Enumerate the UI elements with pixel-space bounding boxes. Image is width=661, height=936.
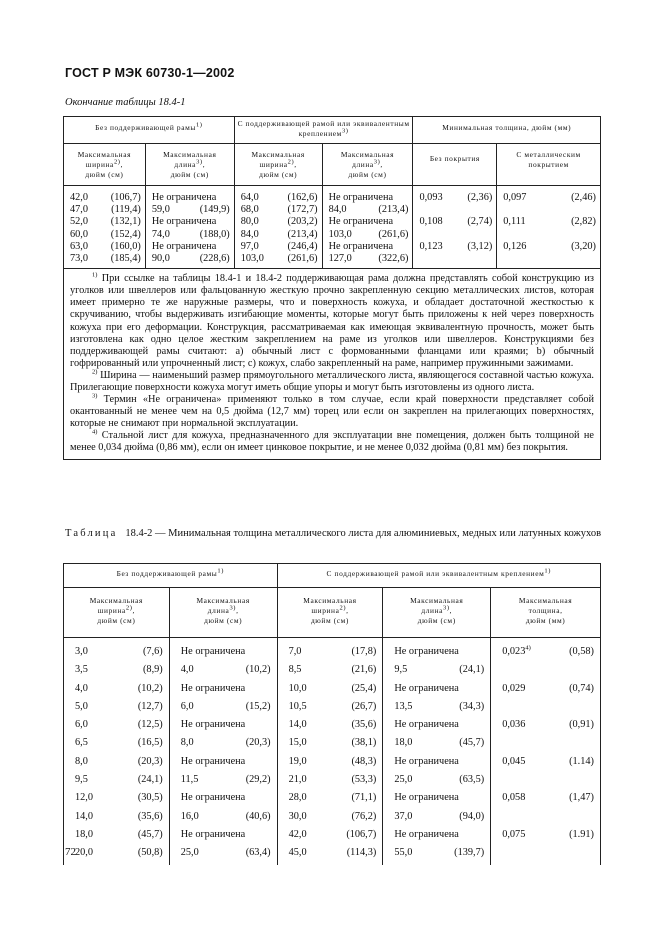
table-cell — [181, 661, 271, 679]
cell-value: 37,0 — [394, 810, 413, 822]
table-cell — [181, 808, 271, 826]
cell-metric-value: (160,0) — [110, 240, 141, 252]
cell-value: 90,0 — [151, 252, 170, 264]
cell-metric-value: (139,7) — [454, 847, 485, 859]
cell-value: 15,0 — [288, 737, 307, 749]
table-cell — [241, 229, 318, 241]
cell-value: 3,0 — [75, 646, 88, 657]
table-cell — [70, 204, 141, 216]
cell-value: 6,5 — [75, 737, 88, 749]
table-cell — [419, 241, 492, 253]
cell-value: 6,0 — [75, 719, 88, 731]
cell-value: Не ограничена — [394, 719, 459, 731]
cell-value: Не ограничена — [328, 192, 394, 203]
cell-value: 28,0 — [288, 792, 307, 804]
cell-value: 0,111 — [503, 216, 526, 228]
group-header-min-thickness: Минимальная толщина, дюйм (мм) — [413, 117, 601, 144]
table-cell — [289, 734, 377, 752]
t2-col-header-width-framed: Максимальная ширина$^{2)}$, дюйм (см) — [277, 588, 383, 638]
t2-col-header-length: Максимальная длина$^{3)}$, дюйм (см) — [169, 588, 277, 638]
cell-value: Не ограничена — [394, 682, 459, 694]
cell-value: Не ограничена — [394, 646, 459, 657]
table-cell — [394, 698, 484, 716]
table-cell — [152, 192, 230, 204]
table-cell — [289, 661, 377, 679]
cell-metric-value: (162,6) — [287, 192, 318, 203]
cell-metric-value: (16,5) — [137, 737, 163, 749]
cell-metric-value: (2,46) — [571, 192, 596, 203]
table-cell — [181, 771, 271, 789]
cell-metric-value: (40,6) — [245, 810, 271, 822]
cell-metric-value: (71,1) — [351, 792, 377, 804]
table-cell — [502, 734, 594, 752]
cell-value: 9,5 — [75, 774, 88, 786]
table-cell — [502, 643, 594, 661]
cell-value: 10,5 — [288, 700, 307, 712]
cell-value: 4,0 — [75, 682, 88, 694]
cell-metric-value: (12,5) — [137, 719, 163, 731]
table-cell — [503, 229, 596, 241]
cell-value: Не ограничена — [394, 828, 459, 840]
cell-value: 25,0 — [394, 774, 413, 786]
cell-value: Не ограничена — [151, 192, 217, 203]
cell-value: 18,0 — [394, 737, 413, 749]
cell-value: 14,0 — [288, 719, 307, 731]
cell-value: 47,0 — [70, 204, 89, 216]
table-cell — [394, 808, 484, 826]
cell-metric-value: (35,6) — [137, 810, 163, 822]
table-cell — [502, 771, 594, 789]
cell-metric-value: (213,4) — [378, 204, 409, 216]
table-cell — [75, 698, 163, 716]
table1-col-c6 — [497, 186, 601, 269]
cell-value: 74,0 — [151, 228, 170, 240]
note-3: $^{3)}$ Термин «Не ограничена» применяют только в том случае, если край поверхности представляет собой окантованный не менее чем на 0,5 дюйма (12,7 мм) торец или если он закреплен на прилегающих поверхностях, которые не снимают при нормальной эксплуатации. — [70, 392, 594, 430]
cell-value: 10,0 — [288, 682, 307, 694]
cell-metric-value: (94,0) — [459, 810, 485, 822]
cell-metric-value: (185,4) — [110, 252, 141, 264]
table-cell — [289, 844, 377, 862]
cell-metric-value: (0,74) — [569, 682, 594, 694]
cell-value: 0,029 — [502, 682, 526, 694]
table1-col-c1 — [64, 186, 146, 269]
cell-metric-value: (63,4) — [245, 847, 271, 859]
cell-metric-value: (0,58) — [569, 646, 594, 657]
note-4: $^{4)}$ Стальной лист для кожуха, предназначенного для эксплуатации вне помещения, должен быть толщиной не менее 0,034 дюйма (0,86 мм), если он имеет цинковое покрытие, и не менее 0,032 дюйма (0,81 мм) без покрытия. — [70, 428, 594, 454]
table-cell — [75, 643, 163, 661]
page-number: 72 — [65, 846, 76, 858]
cell-metric-value: (106,7) — [110, 192, 141, 203]
cell-value: 42,0 — [70, 192, 89, 203]
cell-metric-value: (149,9) — [199, 204, 230, 216]
table-cell — [75, 826, 163, 844]
col-header-length: Максимальная длина$^{3)}$, дюйм (см) — [145, 144, 234, 186]
cell-metric-value: (20,3) — [245, 737, 271, 749]
table-cell — [289, 716, 377, 734]
cell-value: 14,0 — [75, 810, 94, 822]
table-cell — [503, 204, 596, 216]
table-cell — [75, 661, 163, 679]
cell-metric-value: (8,9) — [143, 664, 163, 676]
table-cell — [394, 826, 484, 844]
cell-metric-value: (21,6) — [351, 664, 377, 676]
table-cell — [75, 753, 163, 771]
table1-col-c4 — [322, 186, 413, 269]
table-cell — [241, 192, 318, 204]
cell-value: 63,0 — [70, 240, 89, 252]
cell-metric-value: (35,6) — [351, 719, 377, 731]
cell-value: 0,075 — [502, 828, 526, 840]
cell-value: 0,108 — [419, 216, 443, 228]
table-cell — [70, 229, 141, 241]
table-cell — [503, 216, 596, 228]
cell-value: 0,097 — [503, 192, 527, 203]
cell-metric-value: (45,7) — [137, 828, 163, 840]
cell-metric-value: (38,1) — [351, 737, 377, 749]
table-18-4-2-body — [64, 638, 601, 865]
cell-value: Не ограничена — [180, 682, 246, 694]
table-cell — [502, 826, 594, 844]
cell-value: 97,0 — [240, 240, 259, 252]
cell-metric-value: (3,20) — [571, 240, 596, 252]
table-cell — [394, 643, 484, 661]
cell-metric-value: (213,4) — [287, 228, 318, 240]
cell-value: 59,0 — [151, 204, 170, 216]
col-header-uncoated: Без покрытия — [413, 144, 497, 186]
table2-col-c4 — [383, 638, 491, 865]
cell-metric-value: (20,3) — [137, 755, 163, 767]
col-header-length-framed: Максимальная длина$^{3)}$, дюйм (см) — [322, 144, 413, 186]
cell-value: 73,0 — [70, 252, 89, 264]
table-cell — [75, 716, 163, 734]
cell-value: 0,126 — [503, 240, 527, 252]
table-cell — [75, 808, 163, 826]
table-cell — [419, 192, 492, 204]
cell-value: 0,023$^{4)}$ — [502, 644, 531, 657]
table-cell — [394, 771, 484, 789]
cell-metric-value: (53,3) — [351, 774, 377, 786]
cell-metric-value: (3,12) — [467, 240, 493, 252]
table-cell — [502, 844, 594, 862]
table-cell — [152, 204, 230, 216]
table-cell — [289, 643, 377, 661]
table-cell — [502, 808, 594, 826]
table-18-4-1 — [63, 116, 601, 460]
table-cell — [329, 216, 409, 228]
table-cell — [329, 241, 409, 253]
cell-metric-value: (10,2) — [245, 664, 271, 676]
table-cell — [241, 216, 318, 228]
cell-metric-value: (2,36) — [467, 192, 493, 203]
cell-value: 7,0 — [288, 646, 302, 657]
table-cell — [502, 753, 594, 771]
cell-value: 64,0 — [240, 192, 259, 203]
table-cell — [181, 698, 271, 716]
table2-col-c5 — [491, 638, 601, 865]
table-cell — [503, 253, 596, 265]
table-cell — [502, 789, 594, 807]
table-cell — [152, 229, 230, 241]
cell-metric-value: (17,8) — [351, 646, 377, 657]
table-cell — [503, 192, 596, 204]
table2-col-c1 — [64, 638, 170, 865]
cell-value: 25,0 — [180, 847, 199, 859]
table-cell — [394, 680, 484, 698]
table-cell — [181, 753, 271, 771]
table-cell — [394, 753, 484, 771]
cell-metric-value: (261,6) — [287, 252, 318, 264]
cell-metric-value: (0,91) — [569, 719, 594, 731]
cell-metric-value: (2,74) — [467, 216, 493, 228]
t2-col-header-thickness: Максимальная толщина, дюйм (мм) — [491, 588, 601, 638]
cell-metric-value: (50,8) — [137, 847, 163, 859]
cell-metric-value: (24,1) — [459, 664, 485, 676]
cell-value: 103,0 — [328, 228, 352, 240]
table-cell — [394, 661, 484, 679]
cell-value: 9,5 — [394, 664, 408, 676]
cell-value: 4,0 — [180, 664, 194, 676]
cell-footnote-ref: 4) — [525, 644, 531, 652]
cell-value: 84,0 — [328, 204, 347, 216]
cell-metric-value: (228,6) — [199, 252, 230, 264]
table-cell — [241, 253, 318, 265]
cell-value: 0,045 — [502, 755, 526, 767]
cell-value: 55,0 — [394, 847, 413, 859]
table-cell — [181, 826, 271, 844]
cell-metric-value: (29,2) — [245, 774, 271, 786]
table-cell — [329, 204, 409, 216]
table-cell — [70, 192, 141, 204]
table-cell — [289, 771, 377, 789]
cell-value: Не ограничена — [394, 755, 459, 767]
table-cell — [289, 789, 377, 807]
cell-value: 6,0 — [180, 700, 194, 712]
cell-metric-value: (45,7) — [459, 737, 485, 749]
cell-value: 11,5 — [180, 774, 199, 786]
table-cell — [181, 643, 271, 661]
cell-value: Не ограничена — [394, 792, 459, 804]
cell-metric-value: (203,2) — [287, 216, 318, 228]
table-cell — [502, 698, 594, 716]
cell-value: 3,5 — [75, 664, 88, 676]
table-cell — [419, 204, 492, 216]
cell-value: 0,058 — [502, 792, 526, 804]
table-cell — [70, 241, 141, 253]
cell-metric-value: (261,6) — [378, 228, 409, 240]
table-cell — [181, 716, 271, 734]
table-18-4-2 — [63, 563, 601, 865]
cell-value: 12,0 — [75, 792, 94, 804]
cell-metric-value: (76,2) — [351, 810, 377, 822]
cell-metric-value: (48,3) — [351, 755, 377, 767]
t2-group-header-no-frame: Без поддерживающей рамы$^{1)}$ — [64, 564, 278, 588]
cell-value: Не ограничена — [180, 646, 246, 657]
cell-value: 21,0 — [288, 774, 307, 786]
cell-value: Не ограничена — [180, 719, 246, 731]
cell-metric-value: (114,3) — [346, 847, 377, 859]
table-cell — [289, 680, 377, 698]
table-cell — [502, 680, 594, 698]
cell-value: Не ограничена — [151, 216, 217, 228]
cell-value: 45,0 — [288, 847, 307, 859]
cell-value: 84,0 — [240, 228, 259, 240]
table-cell — [152, 241, 230, 253]
table-cell — [419, 229, 492, 241]
table-cell — [329, 229, 409, 241]
cell-value: 18,0 — [75, 828, 94, 840]
table2-col-c2 — [169, 638, 277, 865]
table-cell — [394, 789, 484, 807]
cell-metric-value: (152,4) — [110, 228, 141, 240]
table1-col-c3 — [234, 186, 322, 269]
cell-metric-value: (119,4) — [111, 204, 141, 216]
cell-value: 0,093 — [419, 192, 443, 203]
cell-metric-value: (30,5) — [137, 792, 163, 804]
table-cell — [394, 844, 484, 862]
t2-col-header-width: Максимальная ширина$^{2)}$, дюйм (см) — [64, 588, 170, 638]
table1-col-c2 — [145, 186, 234, 269]
cell-value: 103,0 — [240, 252, 264, 264]
table-cell — [181, 844, 271, 862]
cell-metric-value: (1.14) — [569, 755, 594, 767]
table-cell — [181, 734, 271, 752]
table-cell — [75, 771, 163, 789]
cell-value: 5,0 — [75, 700, 88, 712]
cell-value: 13,5 — [394, 700, 413, 712]
cell-value: 8,0 — [75, 755, 88, 767]
cell-metric-value: (172,7) — [287, 204, 318, 216]
cell-value: 52,0 — [70, 216, 89, 228]
group-header-no-frame: Без поддерживающей рамы$^{1)}$ — [64, 117, 235, 144]
cell-value: 8,5 — [288, 664, 302, 676]
cell-value: 42,0 — [288, 828, 307, 840]
cell-metric-value: (1,47) — [569, 792, 594, 804]
cell-value: 80,0 — [240, 216, 259, 228]
cell-value: Не ограничена — [151, 240, 217, 252]
table-continuation-caption: Окончание таблицы 18.4-1 — [65, 97, 186, 108]
col-header-width: Максимальная ширина$^{2)}$, дюйм (см) — [64, 144, 146, 186]
cell-value: 30,0 — [288, 810, 307, 822]
table-cell — [152, 216, 230, 228]
note-1: $^{1)}$ При ссылке на таблицы 18.4-1 и 18.4-2 поддерживающая рама должна представлять собой конструкцию из уголков или швеллеров или фальцованную жесткую прочно закрепленную секцию металлических листов, которая имеет примерно те же наружные размеры, что и поверхность кожуха, и обладает достаточной жесткостью к скручиванию, чтобы выдерживать изгибающие моменты, которые могут быть приложены к ней через поверхность кожуха при его деформации. Конструкция, рассматриваемая как имеющая эквивалентную прочность, может быть изготовлена как одно целое жестким закреплением на раме из уголков или швеллеров. Конструкциями без поддерживающей рамы считают: a) обычный лист с формованными фланцами или краями; b) обычный гофрированный или упрочненный лист; c) кожух, слабо закрепленный на раме, например пружинными зажимами. — [70, 271, 594, 369]
cell-metric-value: (63,5) — [459, 774, 485, 786]
table-cell — [394, 734, 484, 752]
cell-value: 0,123 — [419, 240, 443, 252]
cell-value: Не ограничена — [180, 755, 246, 767]
t2-group-header-with-frame: С поддерживающей рамой или эквивалентным креплением$^{1)}$ — [277, 564, 600, 588]
cell-value: Не ограничена — [180, 828, 246, 840]
table-cell — [70, 216, 141, 228]
cell-value: Не ограничена — [328, 240, 394, 252]
table-cell — [503, 241, 596, 253]
table1-col-c5 — [413, 186, 497, 269]
table-cell — [502, 716, 594, 734]
cell-metric-value: (25,4) — [351, 682, 377, 694]
cell-metric-value: (12,7) — [137, 700, 163, 712]
table-18-4-2-title: Таблица 18.4-2 — Минимальная толщина металлического листа для алюминиевых, медных или латунных кожухов — [65, 528, 602, 539]
cell-value: Не ограничена — [328, 216, 394, 228]
table2-col-c3 — [277, 638, 383, 865]
table-cell — [289, 753, 377, 771]
table-cell — [152, 253, 230, 265]
table-cell — [181, 680, 271, 698]
table-cell — [329, 253, 409, 265]
cell-metric-value: (2,82) — [571, 216, 596, 228]
table-cell — [181, 789, 271, 807]
cell-metric-value: (15,2) — [245, 700, 271, 712]
cell-metric-value: (188,0) — [199, 228, 230, 240]
table-18-4-1-notes — [64, 269, 601, 459]
cell-value: 20,0 — [75, 847, 94, 859]
table-cell — [289, 808, 377, 826]
cell-metric-value: (10,2) — [137, 682, 163, 694]
cell-metric-value: (322,6) — [378, 252, 409, 264]
table-cell — [75, 789, 163, 807]
table-cell — [419, 253, 492, 265]
cell-value: 68,0 — [240, 204, 259, 216]
cell-metric-value: (106,7) — [346, 828, 377, 840]
table-cell — [75, 734, 163, 752]
table-cell — [75, 680, 163, 698]
document-header: ГОСТ Р МЭК 60730-1—2002 — [65, 66, 235, 80]
cell-metric-value: (246,4) — [287, 240, 318, 252]
group-header-with-frame: С поддерживающей рамой или эквивалентным креплением$^{3)}$ — [234, 117, 413, 144]
table-cell — [241, 204, 318, 216]
table-cell — [70, 253, 141, 265]
cell-value: 19,0 — [288, 755, 307, 767]
col-header-width-framed: Максимальная ширина$^{2)}$, дюйм (см) — [234, 144, 322, 186]
cell-value: Не ограничена — [180, 792, 246, 804]
cell-value: 8,0 — [180, 737, 194, 749]
note-2: $^{2)}$ Ширина — наименьший размер прямоугольного металлического листа, являющегося составной частью кожуха. Прилегающие поверхности кожуха могут иметь общие упоры и могут быть изготовлены из одного листа. — [70, 368, 595, 393]
table-cell — [75, 844, 163, 862]
table-cell — [419, 216, 492, 228]
t2-col-header-length-framed: Максимальная длина$^{3)}$, дюйм (см) — [383, 588, 491, 638]
cell-metric-value: (132,1) — [110, 216, 141, 228]
cell-metric-value: (34,3) — [459, 700, 485, 712]
table-18-4-1-body — [64, 186, 601, 269]
table-cell — [394, 716, 484, 734]
cell-metric-value: (26,7) — [351, 700, 377, 712]
table-cell — [289, 698, 377, 716]
table-cell — [241, 241, 318, 253]
table-cell — [502, 661, 594, 679]
table-cell — [289, 826, 377, 844]
cell-value: 0,036 — [502, 719, 526, 731]
cell-metric-value: (7,6) — [143, 646, 163, 657]
cell-value: 60,0 — [70, 228, 89, 240]
cell-value: 127,0 — [328, 252, 352, 264]
cell-metric-value: (24,1) — [137, 774, 163, 786]
cell-value: 16,0 — [180, 810, 199, 822]
col-header-coated: С металлическим покрытием — [497, 144, 601, 186]
table-cell — [329, 192, 409, 204]
cell-metric-value: (1.91) — [569, 828, 594, 840]
